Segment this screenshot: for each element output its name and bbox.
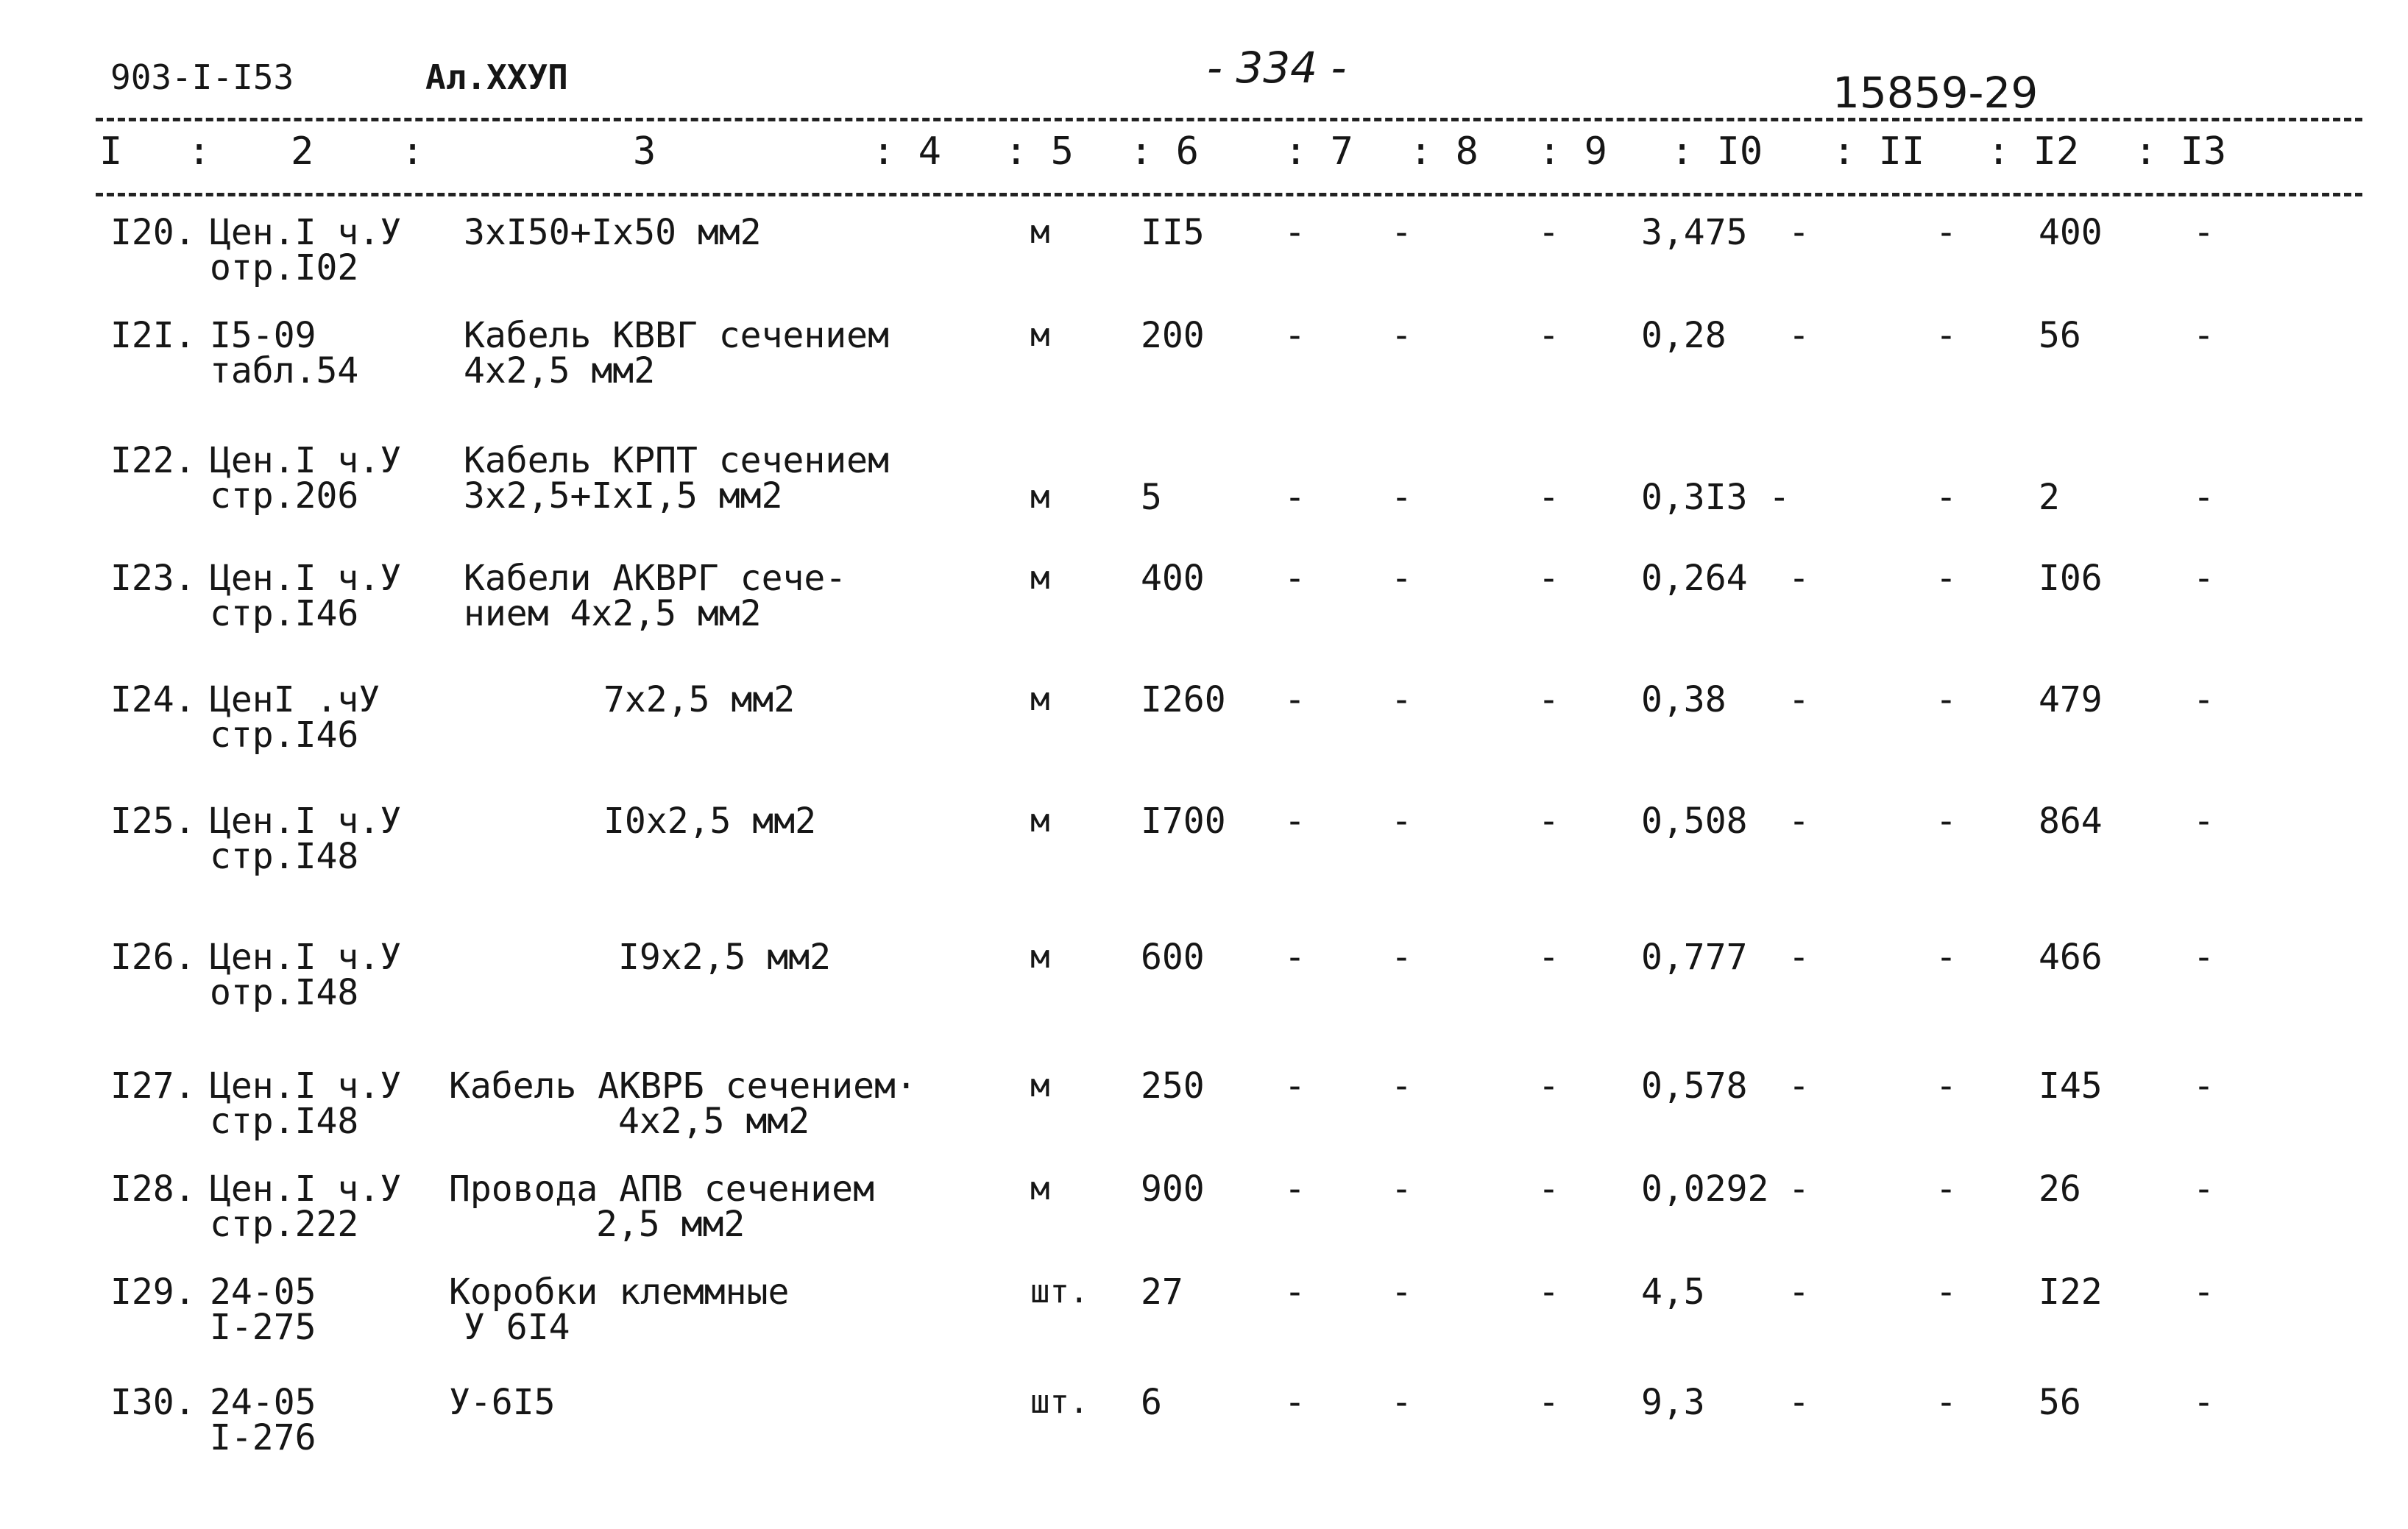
row-col14: -	[2193, 477, 2214, 518]
row-col7: -	[1284, 558, 1306, 599]
row-description-line2: 2,5 мм2	[596, 1204, 746, 1245]
row-quantity: 200	[1141, 315, 1205, 356]
row-description-line1: 7х2,5 мм2	[603, 679, 796, 720]
row-col10: 9,3	[1641, 1382, 1705, 1423]
row-unit: шт.	[1030, 1273, 1089, 1310]
row-col10: 0,28	[1641, 315, 1727, 356]
row-code-line1: ЦенI .чУ	[210, 679, 380, 720]
row-col13: 2	[2039, 477, 2060, 518]
row-number: I22.	[110, 440, 196, 481]
col-header: : 7	[1284, 130, 1353, 174]
row-col13: 26	[2039, 1168, 2081, 1210]
row-code-line2: стр.I46	[210, 593, 359, 634]
row-description-line1: I0х2,5 мм2	[603, 801, 816, 842]
row-col10: 0,264	[1641, 558, 1748, 599]
row-col9: -	[1538, 558, 1559, 599]
row-description-line1: Коробки клеммные	[449, 1271, 790, 1313]
row-col10: 0,508	[1641, 801, 1748, 842]
row-quantity: 27	[1141, 1271, 1183, 1313]
row-code-line2: стр.206	[210, 475, 359, 517]
row-col14: -	[2193, 1168, 2214, 1210]
row-col7: -	[1284, 801, 1306, 842]
row-col10: 0,38	[1641, 679, 1727, 720]
row-col11: -	[1788, 679, 1810, 720]
row-number: I2I.	[110, 315, 196, 356]
row-col11: -	[1788, 212, 1810, 253]
row-col8: -	[1391, 1271, 1412, 1313]
row-col14: -	[2193, 1382, 2214, 1423]
row-unit: м	[1030, 213, 1050, 251]
row-col7: -	[1284, 212, 1306, 253]
row-col7: -	[1284, 1168, 1306, 1210]
row-quantity: I700	[1141, 801, 1226, 842]
row-unit: м	[1030, 1170, 1050, 1207]
row-number: I20.	[110, 212, 196, 253]
row-col10: 0,3I3 -	[1641, 477, 1791, 518]
row-col11: -	[1788, 558, 1810, 599]
row-col12: -	[1936, 1168, 1957, 1210]
row-code-line2: стр.I46	[210, 714, 359, 756]
row-description-line2: нием 4х2,5 мм2	[464, 593, 762, 634]
row-code-line2: отр.I48	[210, 972, 359, 1013]
row-unit: м	[1030, 559, 1050, 597]
page-number: - 334 -	[1207, 43, 1347, 93]
row-col9: -	[1538, 1168, 1559, 1210]
row-col10: 0,777	[1641, 937, 1748, 978]
row-col8: -	[1391, 477, 1412, 518]
row-col12: -	[1936, 801, 1957, 842]
handwritten-number: 15859-29	[1832, 68, 2039, 118]
row-col13: I06	[2039, 558, 2103, 599]
col-header: I	[99, 130, 123, 174]
row-col8: -	[1391, 558, 1412, 599]
row-number: I26.	[110, 937, 196, 978]
row-col12: -	[1936, 212, 1957, 253]
row-code-line2: стр.I48	[210, 836, 359, 877]
row-quantity: II5	[1141, 212, 1205, 253]
col-header: 3	[633, 130, 656, 174]
row-col7: -	[1284, 315, 1306, 356]
row-code-line2: стр.222	[210, 1204, 359, 1245]
row-col8: -	[1391, 679, 1412, 720]
col-header: 2	[291, 130, 314, 174]
row-quantity: 250	[1141, 1065, 1205, 1107]
row-col12: -	[1936, 477, 1957, 518]
row-col13: 466	[2039, 937, 2103, 978]
doc-code: 903-I-I53	[110, 57, 294, 97]
row-col8: -	[1391, 1065, 1412, 1107]
row-description-line2: 4х2,5 мм2	[464, 350, 656, 391]
row-col9: -	[1538, 212, 1559, 253]
row-col13: 479	[2039, 679, 2103, 720]
col-header: : 9	[1538, 130, 1607, 174]
row-col13: 56	[2039, 1382, 2081, 1423]
row-col9: -	[1538, 1271, 1559, 1313]
row-number: I25.	[110, 801, 196, 842]
row-code-line2: I-276	[210, 1417, 316, 1458]
row-col8: -	[1391, 315, 1412, 356]
row-col11: -	[1788, 1382, 1810, 1423]
row-unit: м	[1030, 1067, 1050, 1104]
col-header: : 5	[1005, 130, 1074, 174]
row-quantity: 600	[1141, 937, 1205, 978]
album-label: Ал.ХХУП	[425, 57, 568, 97]
row-col14: -	[2193, 937, 2214, 978]
row-col12: -	[1936, 1382, 1957, 1423]
row-col10: 0,0292	[1641, 1168, 1769, 1210]
row-quantity: 5	[1141, 477, 1162, 518]
row-col13: 56	[2039, 315, 2081, 356]
row-description-line2: 4х2,5 мм2	[618, 1101, 810, 1142]
row-col14: -	[2193, 801, 2214, 842]
row-col10: 4,5	[1641, 1271, 1705, 1313]
row-code-line2: табл.54	[210, 350, 359, 391]
row-col14: -	[2193, 679, 2214, 720]
row-col9: -	[1538, 937, 1559, 978]
row-col12: -	[1936, 1065, 1957, 1107]
row-unit: м	[1030, 681, 1050, 718]
row-code-line1: Цен.I ч.У	[210, 1065, 402, 1107]
row-number: I23.	[110, 558, 196, 599]
row-col7: -	[1284, 937, 1306, 978]
row-col13: I22	[2039, 1271, 2103, 1313]
row-description-line1: 3хI50+Iх50 мм2	[464, 212, 762, 253]
row-number: I29.	[110, 1271, 196, 1313]
header-bottom-rule	[96, 193, 2362, 196]
row-code-line2: стр.I48	[210, 1101, 359, 1142]
col-header: : I0	[1671, 130, 1763, 174]
row-col14: -	[2193, 1271, 2214, 1313]
row-code-line2: отр.I02	[210, 247, 359, 288]
row-col9: -	[1538, 477, 1559, 518]
row-code-line1: Цен.I ч.У	[210, 801, 402, 842]
row-quantity: 900	[1141, 1168, 1205, 1210]
row-col11: -	[1788, 1065, 1810, 1107]
row-col10: 3,475	[1641, 212, 1748, 253]
row-code-line1: I5-09	[210, 315, 316, 356]
row-col12: -	[1936, 937, 1957, 978]
row-code-line1: Цен.I ч.У	[210, 212, 402, 253]
row-col14: -	[2193, 558, 2214, 599]
row-description-line1: Кабель КВВГ сечением	[464, 315, 889, 356]
row-number: I28.	[110, 1168, 196, 1210]
row-col14: -	[2193, 212, 2214, 253]
row-col7: -	[1284, 1065, 1306, 1107]
row-col7: -	[1284, 1382, 1306, 1423]
row-number: I27.	[110, 1065, 196, 1107]
row-col9: -	[1538, 801, 1559, 842]
row-number: I30.	[110, 1382, 196, 1423]
row-col11: -	[1788, 1168, 1810, 1210]
row-unit: м	[1030, 478, 1050, 516]
row-col11: -	[1788, 1271, 1810, 1313]
row-quantity: I260	[1141, 679, 1226, 720]
row-description-line2: 3х2,5+IхI,5 мм2	[464, 475, 783, 517]
col-header: : I3	[2134, 130, 2227, 174]
row-code-line1: Цен.I ч.У	[210, 937, 402, 978]
row-col11: -	[1788, 937, 1810, 978]
row-col9: -	[1538, 315, 1559, 356]
row-col7: -	[1284, 679, 1306, 720]
row-code-line1: Цен.I ч.У	[210, 558, 402, 599]
row-description-line1: Кабель КРПТ сечением	[464, 440, 889, 481]
row-unit: шт.	[1030, 1383, 1089, 1421]
row-col8: -	[1391, 801, 1412, 842]
row-col9: -	[1538, 679, 1559, 720]
row-col9: -	[1538, 1065, 1559, 1107]
row-col13: 400	[2039, 212, 2103, 253]
row-col8: -	[1391, 937, 1412, 978]
col-header: : 4	[872, 130, 941, 174]
row-col8: -	[1391, 1168, 1412, 1210]
row-col7: -	[1284, 477, 1306, 518]
row-col14: -	[2193, 1065, 2214, 1107]
row-col7: -	[1284, 1271, 1306, 1313]
header-top-rule	[96, 118, 2362, 121]
col-header: : 8	[1409, 130, 1479, 174]
row-code-line2: I-275	[210, 1307, 316, 1348]
row-unit: м	[1030, 802, 1050, 840]
row-code-line1: 24-05	[210, 1382, 316, 1423]
col-header: : 6	[1130, 130, 1199, 174]
row-quantity: 6	[1141, 1382, 1162, 1423]
row-col12: -	[1936, 315, 1957, 356]
row-col12: -	[1936, 558, 1957, 599]
row-quantity: 400	[1141, 558, 1205, 599]
row-col8: -	[1391, 1382, 1412, 1423]
row-col11: -	[1788, 315, 1810, 356]
row-col8: -	[1391, 212, 1412, 253]
row-col10: 0,578	[1641, 1065, 1748, 1107]
row-number: I24.	[110, 679, 196, 720]
col-header: : I2	[1987, 130, 2080, 174]
row-description-line1: Кабели АКВРГ сече-	[464, 558, 847, 599]
row-unit: м	[1030, 316, 1050, 354]
row-description-line1: Провода АПВ сечением	[449, 1168, 874, 1210]
row-col11: -	[1788, 801, 1810, 842]
row-code-line1: 24-05	[210, 1271, 316, 1313]
row-code-line1: Цен.I ч.У	[210, 440, 402, 481]
row-col14: -	[2193, 315, 2214, 356]
col-header: : II	[1832, 130, 1925, 174]
row-col13: I45	[2039, 1065, 2103, 1107]
row-col9: -	[1538, 1382, 1559, 1423]
row-description-line1: I9х2,5 мм2	[618, 937, 831, 978]
row-code-line1: Цен.I ч.У	[210, 1168, 402, 1210]
row-description-line2: У 6I4	[464, 1307, 570, 1348]
row-col13: 864	[2039, 801, 2103, 842]
row-col12: -	[1936, 1271, 1957, 1313]
col-header-sep: :	[188, 130, 211, 174]
col-header-sep: :	[401, 130, 425, 174]
row-col12: -	[1936, 679, 1957, 720]
row-description-line1: Кабель АКВРБ сечением·	[449, 1065, 917, 1107]
row-description-line1: У-6I5	[449, 1382, 556, 1423]
row-unit: м	[1030, 938, 1050, 976]
